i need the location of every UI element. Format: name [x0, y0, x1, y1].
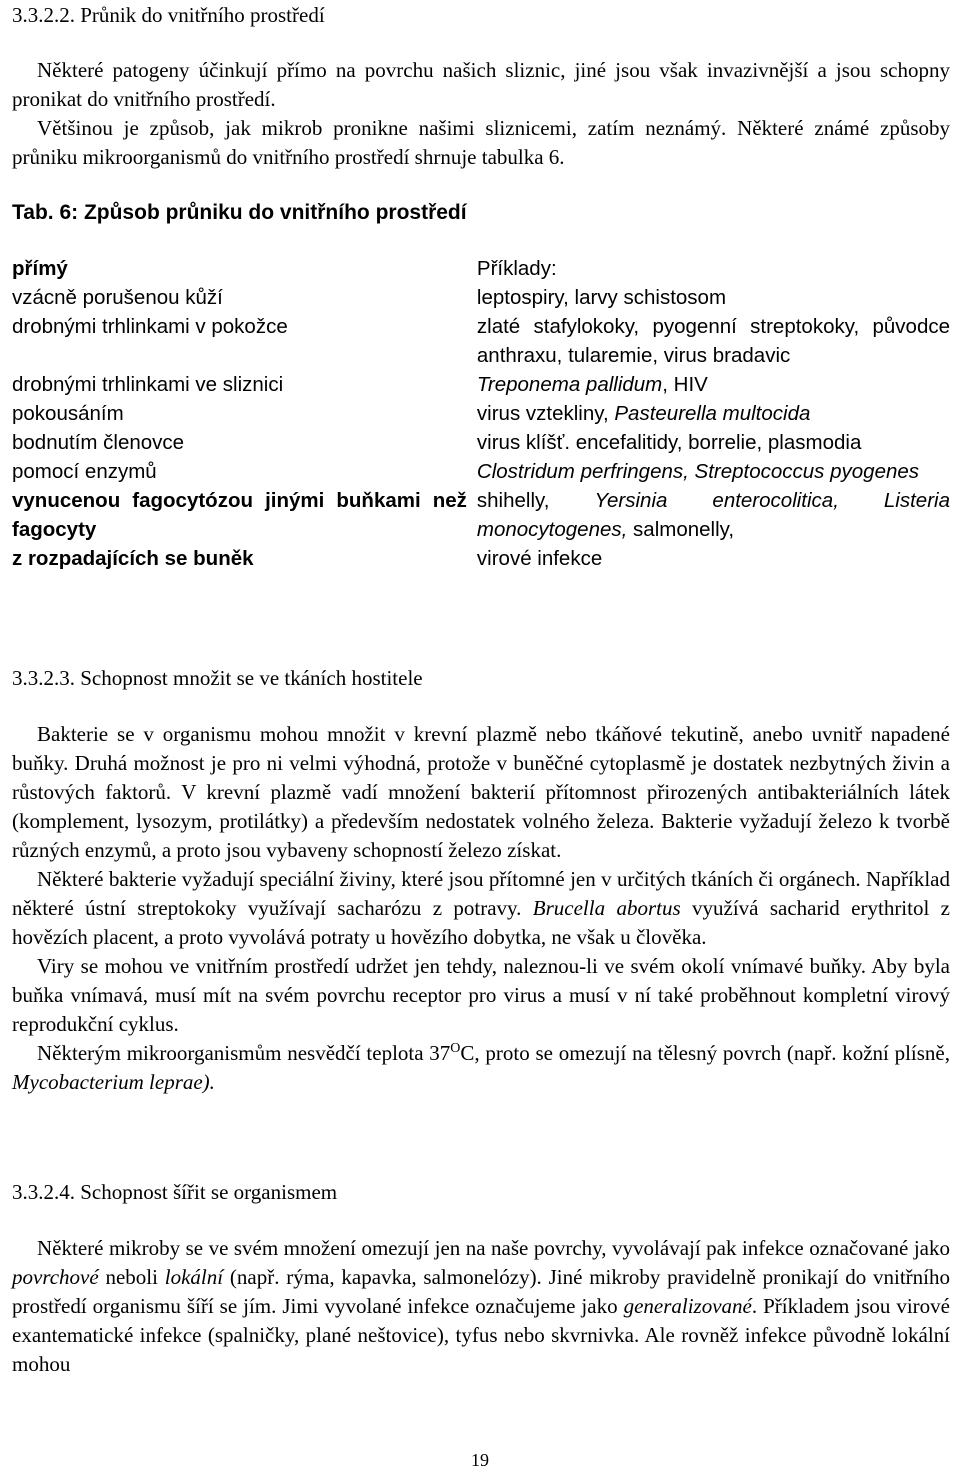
paragraph-italic: Mycobacterium leprae).	[12, 1070, 215, 1094]
table-row	[12, 428, 950, 457]
table-row	[12, 399, 950, 428]
row-method: pokousáním	[12, 402, 124, 425]
paragraph	[12, 1234, 950, 1379]
paragraph-text: neboli	[98, 1265, 165, 1289]
paragraph-text: (např. rýma, kapavka, salmonelózy). Jiné mikroby pravidelně pronikají do vnitřního prostředí organismu šíří se jím. Jimi vyvolané infekce označujeme jako	[12, 1265, 950, 1318]
header-left: přímý	[12, 257, 68, 280]
row-method: drobnými trhlinkami ve sliznici	[12, 373, 284, 396]
table-header-row	[12, 254, 950, 283]
row-example-pre: shihelly,	[476, 489, 595, 512]
row-method: vzácně porušenou kůží	[12, 286, 223, 309]
paragraph-text: . Příkladem jsou virové exantematické infekce (spalničky, plané neštovice), tyfus nebo skvrnivka. Ale rovněž infekce původně lokální mohou	[12, 1294, 950, 1376]
row-method: drobnými trhlinkami v pokožce	[12, 315, 288, 338]
row-example	[477, 486, 950, 544]
paragraph-italic: Brucella abortus	[532, 896, 681, 920]
intro-text-2: Většinou je způsob, jak mikrob pronikne našimi sliznicemi, zatím neznámý. Některé známé způsoby průniku mikroorganismů do vnitřního prostředí shrnuje tabulka 6.	[12, 116, 950, 169]
table-row	[12, 544, 950, 573]
paragraph-italic: povrchové	[12, 1265, 99, 1289]
header-right: Příklady:	[476, 257, 557, 280]
row-example: zlaté stafylokoky, pyogenní streptokoky, původce anthraxu, tularemie, virus bradavic	[476, 315, 950, 367]
paragraph-text: C, proto se omezují na tělesný povrch (např. kožní plísně,	[460, 1041, 950, 1065]
paragraph: Bakterie se v organismu mohou množit v krevní plazmě nebo tkáňové tekutině, anebo uvnitř napadené buňky. Druhá možnost je pro ni velmi výhodná, protože v buněčné cytoplasmě je dostatek nezbytných živin a růstových faktorů. V krevní plazmě vadí množení bakterií přítomnost přirozených antibakteriálních látek (komplement, lysozym, protilátky) a především nedostatek volného železa. Bakterie vyžadují železo k tvorbě různých enzymů, a proto jsou vybaveny schopností železo získat.	[12, 722, 950, 862]
section-heading-3-3-2-2: 3.3.2.2. Průnik do vnitřního prostředí	[12, 3, 325, 27]
paragraph	[12, 865, 950, 952]
row-method: z rozpadajících se buněk	[12, 547, 254, 570]
row-example: virus klíšť. encefalitidy, borrelie, plasmodia	[476, 431, 862, 454]
row-method: vynucenou fagocytózou jinými buňkami než fagocyty	[12, 489, 467, 541]
row-example: leptospiry, larvy schistosom	[476, 286, 727, 309]
table-title: Tab. 6: Způsob průniku do vnitřního prostředí	[12, 201, 467, 224]
row-example-pre: virus vztekliny,	[476, 402, 615, 425]
section-body-3-3-2-3	[12, 720, 950, 1097]
paragraph-text: využívá sacharid erythritol z hovězích placent, a proto vyvolává potraty u hovězího dobytka, ne však u člověka.	[12, 896, 950, 949]
paragraph-text: Některé mikroby se ve svém množení omezují jen na naše povrchy, vyvolávají pak infekce označované jako	[37, 1236, 950, 1260]
row-method: bodnutím členovce	[12, 431, 185, 454]
table-row	[12, 283, 950, 312]
paragraph	[12, 1039, 950, 1097]
row-example	[477, 370, 950, 399]
row-example-italic: Pasteurella multocida	[614, 402, 811, 425]
paragraph: Viry se mohou ve vnitřním prostředí udržet jen tehdy, naleznou-li ve svém okolí vnímavé buňky. Aby byla buňka vnímavá, musí mít na svém povrchu receptor pro virus a musí v ní také proběhnout kompletní virový reprodukční cyklus.	[12, 954, 950, 1036]
row-example-italic: Clostridum perfringens, Streptococcus pyogenes	[476, 460, 920, 483]
row-example-rest: salmonelly,	[627, 518, 735, 541]
section-body-3-3-2-4	[12, 1234, 950, 1379]
row-example: virové infekce	[476, 547, 603, 570]
page-number: 19	[471, 1450, 489, 1470]
intro-text-1: Některé patogeny účinkují přímo na povrchu našich sliznic, jiné jsou však invazivnější a jsou schopny pronikat do vnitřního prostředí.	[12, 58, 950, 111]
row-example-rest: , HIV	[662, 373, 708, 396]
table-row	[12, 312, 950, 370]
table-row	[12, 457, 950, 486]
paragraph-italic: generalizované	[623, 1294, 752, 1318]
section-heading-3-3-2-4: 3.3.2.4. Schopnost šířit se organismem	[12, 1180, 338, 1204]
paragraph-text: Některým mikroorganismům nesvědčí teplota 37	[37, 1041, 451, 1065]
degree-superscript: O	[450, 1041, 461, 1056]
paragraph-text: Některé bakterie vyžadují speciální živiny, které jsou přítomné jen v určitých tkáních či orgánech. Například některé ústní streptokoky využívají sacharózu z potravy.	[12, 867, 950, 920]
penetration-table	[12, 254, 950, 573]
row-example-italic: Treponema pallidum	[476, 373, 663, 396]
row-method: pomocí enzymů	[12, 460, 157, 483]
row-example	[477, 457, 950, 486]
row-example	[477, 399, 950, 428]
table-row	[12, 486, 950, 544]
intro-paragraph	[12, 56, 950, 172]
row-example-italic: Yersinia enterocolitica, Listeria monocytogenes,	[476, 489, 950, 541]
paragraph-italic: lokální	[164, 1265, 224, 1289]
table-row	[12, 370, 950, 399]
section-heading-3-3-2-3: 3.3.2.3. Schopnost množit se ve tkáních hostitele	[12, 666, 423, 690]
